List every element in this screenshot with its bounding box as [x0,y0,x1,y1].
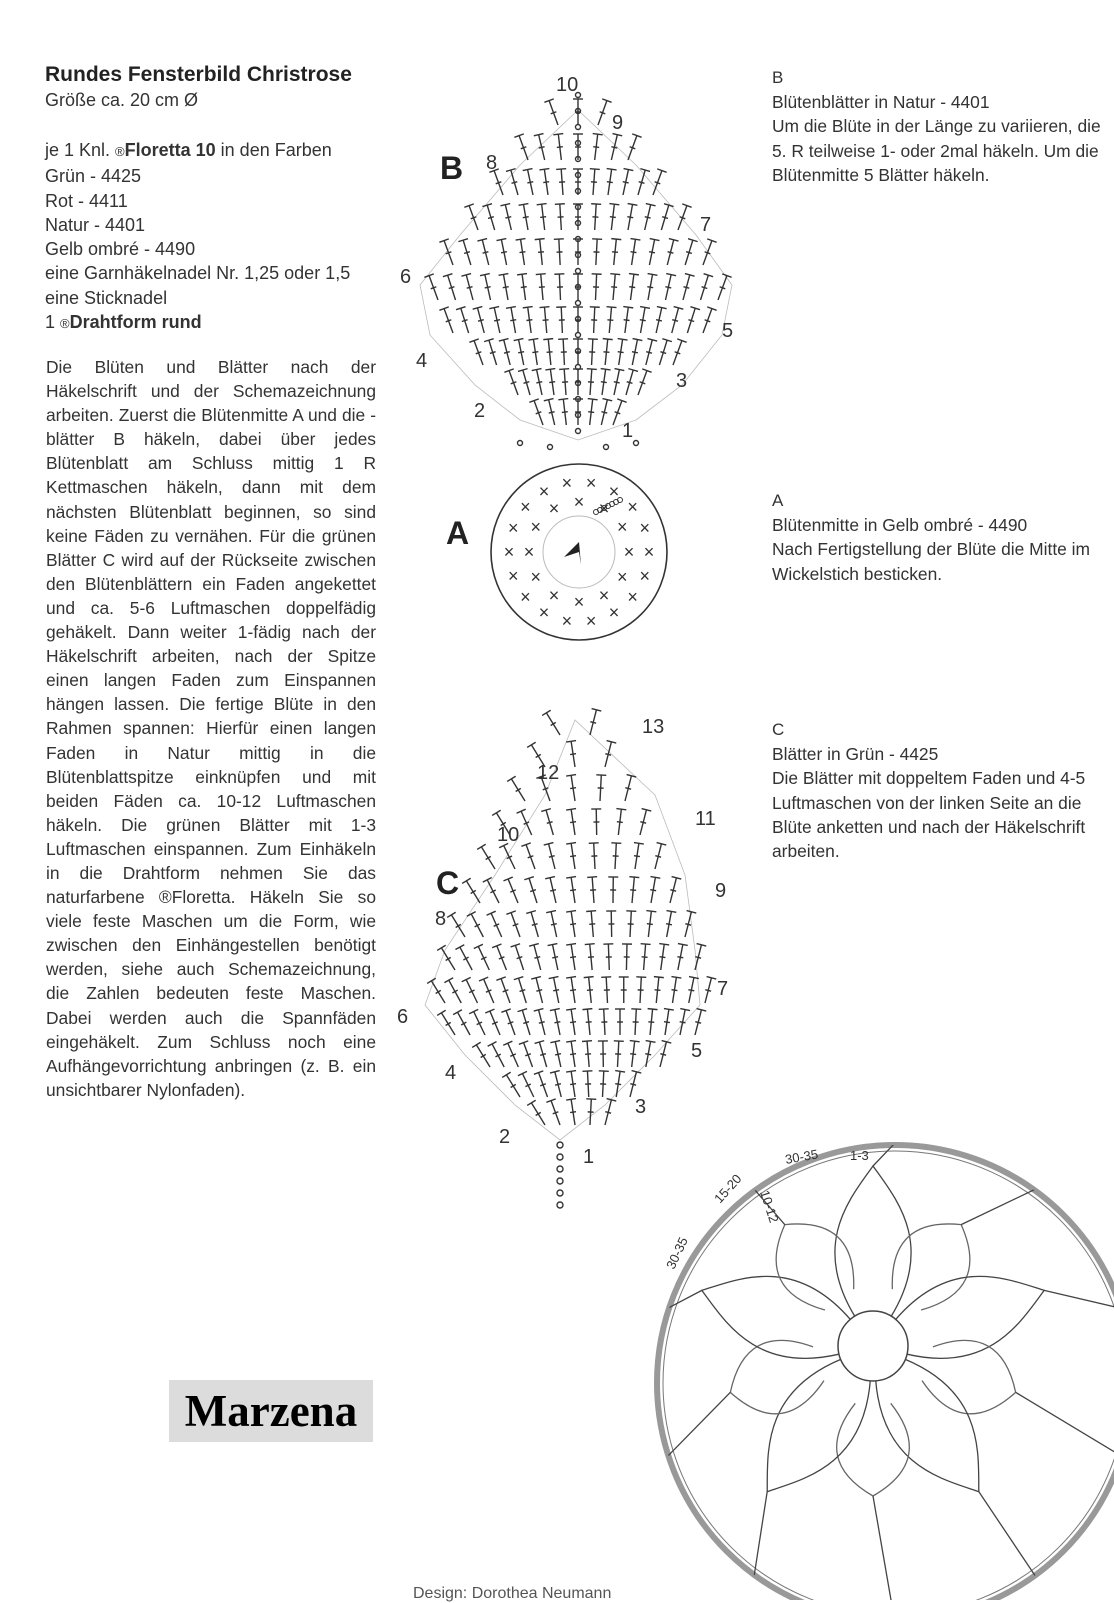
size-info: Größe ca. 20 cm Ø [45,90,198,111]
legend-b-title: Blütenblätter in Natur - 4401 [772,90,1102,114]
c-row-4: 4 [445,1062,456,1084]
svg-text:×: × [609,481,620,501]
instructions-text: Die Blüten und Blätter nach der Häkelschrift und der Schemazeichnung arbeiten. Zuerst die Blütenmitte A und die -blätter B häkeln, dabei über jedes Blütenblatt am Schluss mittig 1 R Kettmaschen häkeln, dann mit dem nächsten Blütenblatt beginnen, so sind keine Fäden zu vernähen. Für die grünen Blätter C wird auf der Rückseite zwischen den Blütenblättern ein Faden angekettet und ca. 5-6 Luftmaschen doppelfädig gehäkelt. Dann weiter 1-fädig nach der Häkelschrift arbeiten, nach der Spitze einen langen Faden zum Einspannen hängen lassen. Die fertige Blüte in den Rahmen spannen: Hierfür einen langen Faden in Natur mittig in die Blütenblattspitze einknüpfen und mit beiden Fäden ca. 10-12 Luftmaschen häkeln. Die grünen Blätter mit 1-3 Luftmaschen einspannen. Zum Einhäkeln in die Drahtform nehmen Sie das naturfarbene ®Floretta. Häkeln Sie so viele feste Maschen um die Form, wie zwischen den Einhängestellen benötigt werden, siehe auch Schemazeichnung, die Zahlen bedeuten feste Maschen. Dabei werden auch die Spannfäden eingehäkelt. Zum Schluss noch eine Aufhängevorrichtung anbringen (z. B. ein unsichtbarer Nylonfaden). [46,355,376,1102]
svg-text:×: × [640,566,651,586]
svg-text:×: × [586,611,597,631]
svg-text:×: × [599,499,610,519]
c-row-12: 12 [537,762,559,784]
legend-c-letter: C [772,718,1102,742]
material-item: Gelb ombré - 4490 [45,237,350,261]
leaf-chart-c-stitches [427,709,716,1125]
diagram-label-a: A [446,515,469,552]
svg-text:×: × [586,473,597,493]
legend-c-title: Blätter in Grün - 4425 [772,742,1102,766]
svg-text:×: × [627,497,638,517]
petal-chart-b-stitches [420,93,732,450]
legend-c-text: Die Blätter mit doppeltem Faden und 4-5 Luftmaschen von der linken Seite an die Blüte anketten und nach der Häkelschrift arbeiten. [772,766,1102,863]
c-row-1: 1 [583,1146,594,1168]
svg-text:×: × [574,592,585,612]
svg-text:×: × [562,473,573,493]
legend-a-title: Blütenmitte in Gelb ombré - 4490 [772,513,1102,537]
svg-text:×: × [539,481,550,501]
svg-text:×: × [524,542,535,562]
c-row-8: 8 [435,908,446,930]
legend-c [772,718,1102,863]
svg-text:×: × [617,567,628,587]
svg-text:×: × [640,518,651,538]
svg-text:×: × [549,499,560,519]
brand-mark-icon: ® [115,144,125,159]
leaf-chart-c-chain-tail [557,1142,563,1208]
svg-text:×: × [508,518,519,538]
svg-text:×: × [520,497,531,517]
diagram-label-c: C [436,865,459,902]
center-chart-a [484,457,674,647]
materials-list [45,138,350,336]
svg-text:×: × [627,587,638,607]
watermark-label [169,1380,373,1442]
b-row-7: 7 [700,214,711,236]
svg-text:×: × [562,611,573,631]
svg-text:×: × [539,603,550,623]
material-item: 1 ®Drahtform rund [45,310,350,336]
svg-text:×: × [599,585,610,605]
count-10-12: 10-12 [757,1188,782,1224]
svg-text:×: × [530,517,541,537]
svg-text:×: × [530,567,541,587]
svg-text:×: × [624,542,635,562]
b-row-5: 5 [722,320,733,342]
frame-schematic [640,1138,1114,1600]
svg-text:×: × [617,517,628,537]
b-row-3: 3 [676,370,687,392]
material-item: eine Sticknadel [45,286,350,310]
material-item: Natur - 4401 [45,213,350,237]
c-row-7: 7 [717,978,728,1000]
material-item: je 1 Knl. ®Floretta 10 in den Farben [45,138,350,164]
watermark-text: Marzena [169,1380,373,1442]
b-row-10: 10 [556,74,578,96]
brand-mark-icon: ® [60,316,70,331]
b-row-2: 2 [474,400,485,422]
c-row-5: 5 [691,1040,702,1062]
legend-a-letter: A [772,489,1102,513]
legend-a [772,489,1102,586]
legend-b [772,66,1102,187]
diagram-label-b: B [440,150,463,187]
b-row-4: 4 [416,350,427,372]
count-15-20: 15-20 [711,1171,744,1206]
count-30-35-left: 30-35 [663,1235,691,1271]
svg-text:×: × [520,587,531,607]
count-30-35-top: 30-35 [784,1146,819,1167]
b-row-8: 8 [486,152,497,174]
b-row-9: 9 [612,112,623,134]
svg-text:×: × [609,603,620,623]
b-row-6: 6 [400,266,411,288]
design-credit: Design: Dorothea Neumann [413,1585,611,1603]
legend-b-text: Um die Blüte in der Länge zu variieren, die 5. R teilweise 1- oder 2mal häkeln. Um die Blütenmitte 5 Blätter häkeln. [772,114,1102,187]
page-title: Rundes Fensterbild Christrose [45,63,352,87]
c-row-9: 9 [715,880,726,902]
count-1-3: 1-3 [850,1148,869,1163]
c-row-11: 11 [695,808,716,830]
svg-text:×: × [644,542,655,562]
svg-text:×: × [508,566,519,586]
svg-text:×: × [574,492,585,512]
material-item: Grün - 4425 [45,164,350,188]
b-row-1: 1 [622,420,633,442]
material-item: Rot - 4411 [45,189,350,213]
c-row-2: 2 [499,1126,510,1148]
c-row-13: 13 [642,716,664,738]
material-item: eine Garnhäkelnadel Nr. 1,25 oder 1,5 [45,261,350,285]
petal-chart-b [400,65,760,455]
c-row-3: 3 [635,1096,646,1118]
svg-text:×: × [549,585,560,605]
c-row-6: 6 [397,1006,408,1028]
c-row-10: 10 [497,824,519,846]
leaf-chart-c-row-numbers [397,716,728,1168]
schematic-center [838,1311,908,1381]
legend-a-text: Nach Fertigstellung der Blüte die Mitte im Wickelstich besticken. [772,537,1102,585]
legend-b-letter: B [772,66,1102,90]
svg-text:×: × [504,542,515,562]
